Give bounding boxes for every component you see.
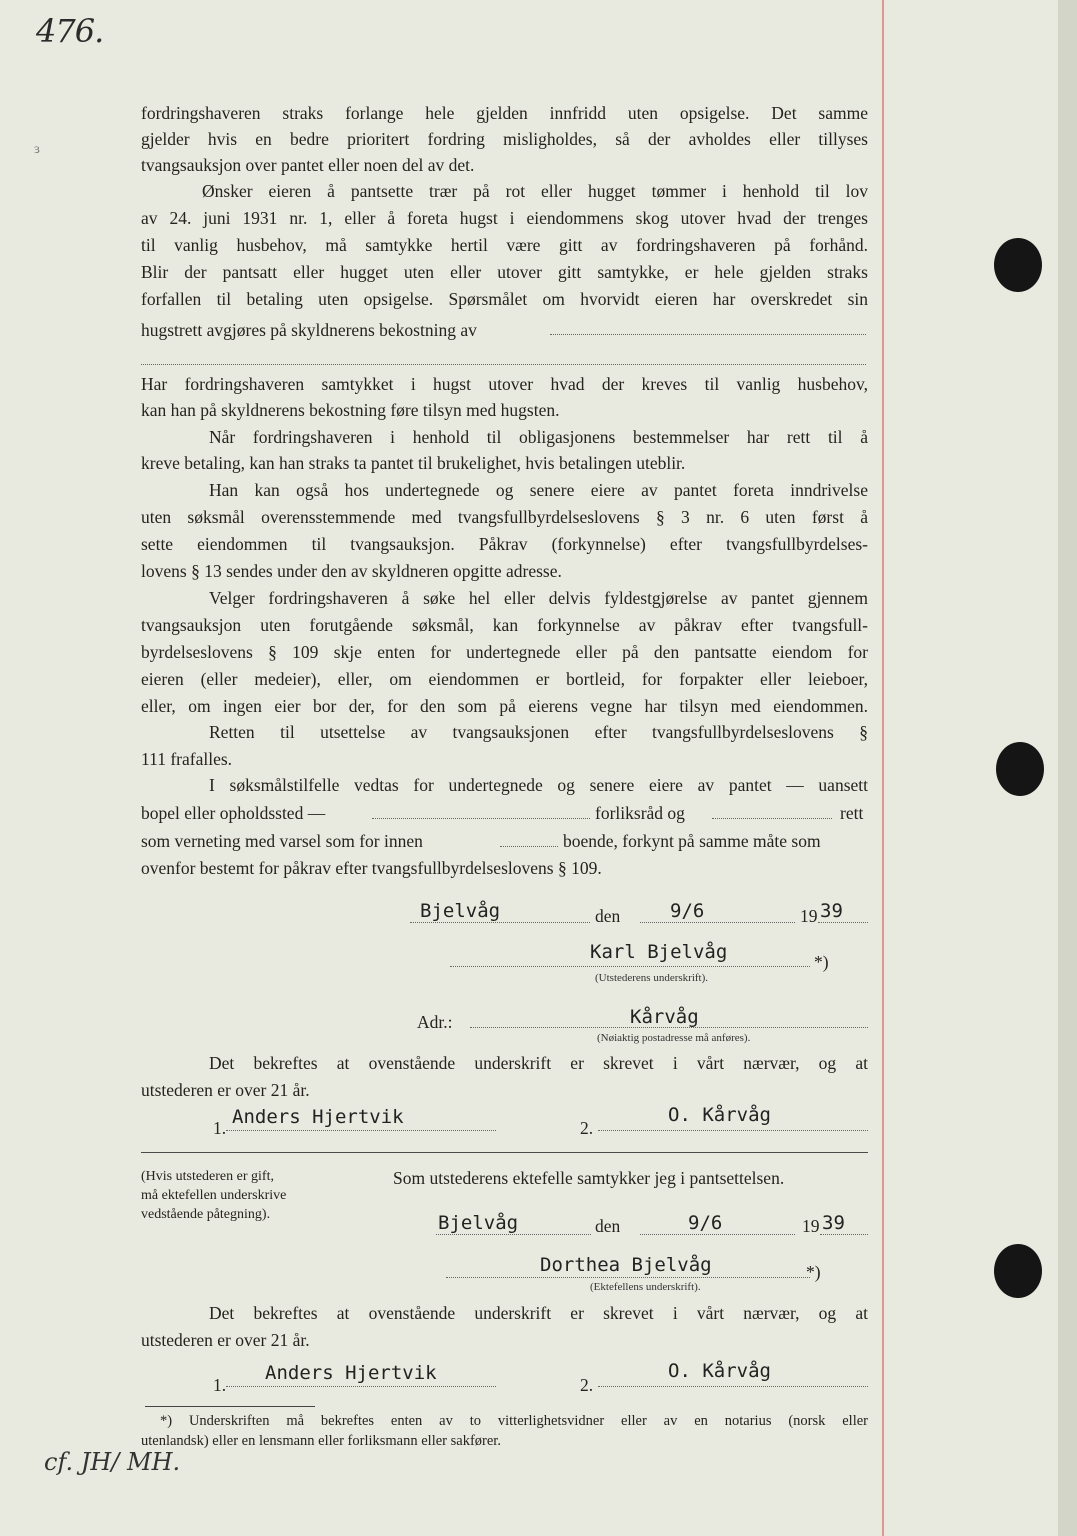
witness-1-signature: Anders Hjertvik: [265, 1362, 437, 1384]
attest-line: utstederen er over 21 år.: [141, 1080, 310, 1100]
date-field: 9/6: [670, 900, 705, 922]
fill-line: [818, 922, 868, 923]
witness-number: 2.: [580, 1375, 594, 1395]
spouse-note: vedstående påtegning).: [141, 1207, 271, 1222]
witness-1-signature: Anders Hjertvik: [232, 1106, 404, 1128]
signature-caption: (Ektefellens underskrift).: [590, 1281, 701, 1293]
body-line: rett: [840, 803, 864, 823]
signature-caption: (Utstederens underskrift).: [595, 972, 709, 984]
witness-number: 2.: [580, 1118, 594, 1138]
spouse-consent: Som utstederens ektefelle samtykker jeg i pantsettelsen.: [393, 1168, 785, 1188]
fill-line: [446, 1277, 810, 1278]
spouse-note: (Hvis utstederen er gift,: [141, 1169, 274, 1184]
witness-2-signature: O. Kårvåg: [668, 1104, 771, 1126]
witness-2-signature: O. Kårvåg: [668, 1360, 771, 1382]
body-line: Når fordringshaveren i henhold til obligasjonens bestemmelser har rett til å: [209, 427, 868, 447]
body-line: Velger fordringshaveren å søke hel eller delvis fyldestgjørelse av pantet gjennem: [209, 588, 868, 608]
body-line: I søksmålstilfelle vedtas for undertegnede og senere eiere av pantet — uansett: [209, 775, 868, 795]
body-line: kreve betaling, kan han straks ta pantet til brukelighet, hvis betalingen uteblir.: [141, 453, 686, 473]
body-line: tvangsauksjon over pantet eller noen del av det.: [141, 155, 475, 175]
attest-line: Det bekreftes at ovenstående underskrift er skrevet i vårt nærvær, og at: [209, 1303, 868, 1323]
body-line: lovens § 13 sendes under den av skyldneren opgitte adresse.: [141, 561, 562, 581]
witness-number: 1.: [213, 1375, 227, 1395]
address-caption: (Nøiaktig postadresse må anføres).: [597, 1032, 751, 1044]
place-field: Bjelvåg: [438, 1212, 519, 1234]
body-line: 111 frafalles.: [141, 749, 233, 769]
address-field: Kårvåg: [630, 1006, 699, 1028]
body-line: ovenfor bestemt for påkrav efter tvangsfullbyrdelseslovens § 109.: [141, 858, 602, 878]
body-line: fordringshaveren straks forlange hele gjelden innfridd uten opsigelse. Det samme: [141, 103, 868, 123]
fill-line: [712, 818, 832, 819]
date-field: 9/6: [688, 1212, 723, 1234]
punch-hole: [994, 1244, 1042, 1298]
body-line: Ønsker eieren å pantsette trær på rot eller hugget tømmer i henhold til lov: [202, 181, 868, 201]
body-line: tvangsauksjon uten forutgående søksmål, kan forkynnelse av påkrav efter tvangsfull-: [141, 615, 868, 635]
fill-line: [550, 334, 866, 335]
body-line: byrdelseslovens § 109 skje enten for undertegnede eller på den pantsatte eiendom for: [141, 642, 868, 662]
fill-line: [450, 966, 810, 967]
issuer-signature: Karl Bjelvåg: [590, 941, 728, 963]
year-prefix: 19: [802, 1216, 820, 1236]
fill-line: [436, 1234, 591, 1235]
footnote-ref: *): [814, 952, 829, 972]
fill-line: [640, 1234, 795, 1235]
witness-number: 1.: [213, 1118, 227, 1138]
address-label: Adr.:: [417, 1012, 453, 1032]
body-line: bopel eller opholdssted —: [141, 803, 326, 823]
date-label: den: [595, 1216, 621, 1236]
page-edge: [1058, 0, 1077, 1536]
body-line: sette eiendommen til tvangsauksjon. Påkrav (forkynnelse) efter tvangsfullbyrdelses-: [141, 534, 868, 554]
section-divider: [141, 1152, 868, 1153]
year-prefix: 19: [800, 906, 818, 926]
body-line: Har fordringshaveren samtykket i hugst utover hvad der kreves til vanlig husbehov,: [141, 374, 868, 394]
body-line: av 24. juni 1931 nr. 1, eller å foreta hugst i eiendommens skog utover hvad der trenges: [141, 208, 868, 228]
year-field: 39: [820, 900, 843, 922]
body-line: eller, om ingen eier bor der, for den som på eierens vegne har tilsyn med eiendommen.: [141, 696, 868, 716]
fill-line: [640, 922, 795, 923]
body-line: gjelder hvis en bedre prioritert fordring misligholdes, så der avholdes eller tillyses: [141, 129, 868, 149]
spouse-signature: Dorthea Bjelvåg: [540, 1254, 712, 1276]
date-label: den: [595, 906, 621, 926]
body-line: Blir der pantsatt eller hugget uten eller utover gitt samtykke, er hele gjelden straks: [141, 262, 868, 282]
fill-line: [820, 1234, 868, 1235]
handwritten-initials: cf. JH/ MH.: [44, 1448, 181, 1476]
fill-line: [598, 1130, 868, 1131]
body-line: eieren (eller medeier), eller, om eiendommen er bortleid, for forpakter eller leieboer,: [141, 669, 868, 689]
body-line: hugstrett avgjøres på skyldnerens bekostning av: [141, 320, 477, 340]
attest-line: Det bekreftes at ovenstående underskrift er skrevet i vårt nærvær, og at: [209, 1053, 868, 1073]
punch-hole: [996, 742, 1044, 796]
body-line: forfallen til betaling uten opsigelse. Spørsmålet om hvorvidt eieren har overskredet sin: [141, 289, 868, 309]
body-line: kan han på skyldnerens bekostning føre tilsyn med hugsten.: [141, 400, 560, 420]
margin-mark: ɜ: [34, 142, 40, 157]
fill-line: [410, 922, 590, 923]
body-line: Retten til utsettelse av tvangsauksjonen efter tvangsfullbyrdelseslovens §: [209, 722, 868, 742]
footnote-ref: *): [806, 1262, 821, 1282]
fill-line: [226, 1386, 496, 1387]
year-field: 39: [822, 1212, 845, 1234]
fill-line: [141, 364, 866, 365]
body-line: uten søksmål overensstemmende med tvangsfullbyrdelseslovens § 3 nr. 6 uten først å: [141, 507, 868, 527]
body-line: forliksråd og: [595, 803, 685, 823]
body-line: som verneting med varsel som for innen: [141, 831, 423, 851]
fill-line: [470, 1027, 868, 1028]
footnote-rule: [145, 1406, 315, 1407]
fill-line: [500, 846, 558, 847]
fill-line: [598, 1386, 868, 1387]
footnote-line: utenlandsk) eller en lensmann eller forliksmann eller sakfører.: [141, 1433, 501, 1449]
body-line: til vanlig husbehov, må samtykke hertil være gitt av fordringshaveren på forhånd.: [141, 235, 868, 255]
fill-line: [226, 1130, 496, 1131]
place-field: Bjelvåg: [420, 900, 501, 922]
attest-line: utstederen er over 21 år.: [141, 1330, 310, 1350]
spouse-note: må ektefellen underskrive: [141, 1188, 287, 1203]
footnote-line: *) Underskriften må bekreftes enten av to vitterlighetsvidner eller av en notarius (norsk eller: [160, 1413, 868, 1429]
body-line: Han kan også hos undertegnede og senere eiere av pantet foreta inndrivelse: [209, 480, 868, 500]
page-number: 476.: [36, 12, 104, 50]
fill-line: [372, 818, 590, 819]
margin-rule: [882, 0, 884, 1536]
body-line: boende, forkynt på samme måte som: [563, 831, 821, 851]
punch-hole: [994, 238, 1042, 292]
